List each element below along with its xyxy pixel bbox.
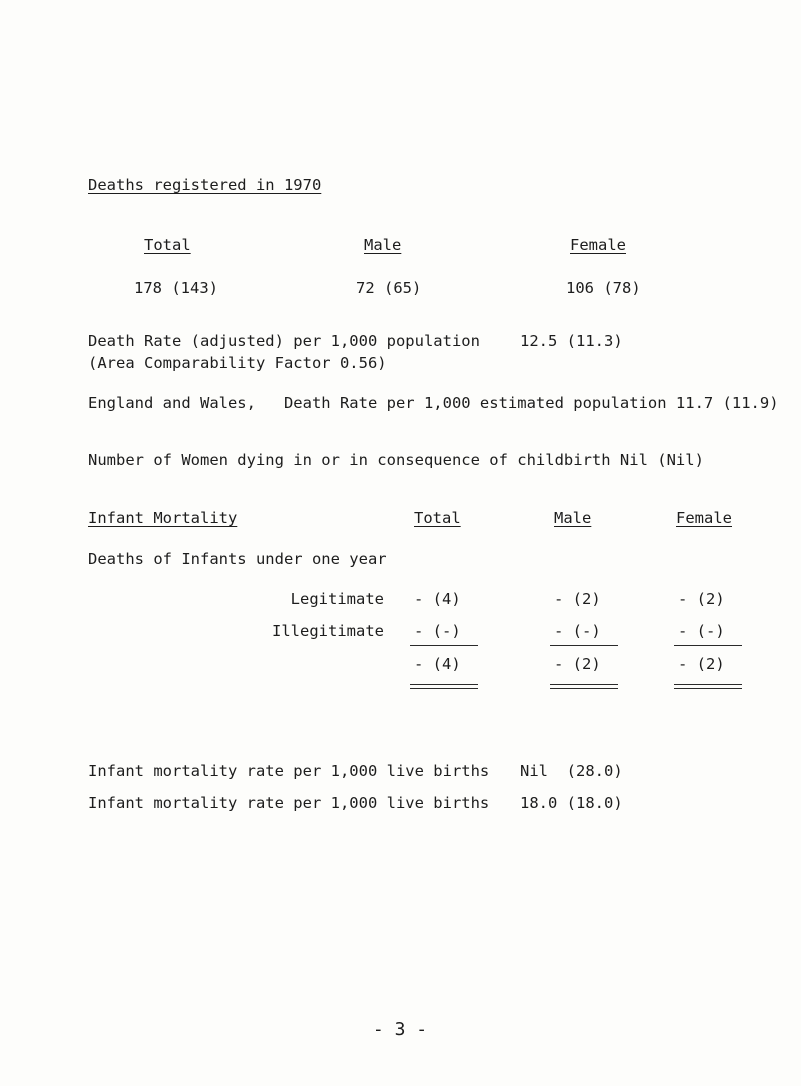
row-illegitimate-total: - (-) <box>414 622 461 640</box>
header-total: Total <box>144 236 191 254</box>
row-illegitimate-label: Illegitimate <box>272 622 384 640</box>
section-title-infant: Infant Mortality <box>88 509 238 527</box>
row-legitimate-total: - (4) <box>414 590 461 608</box>
row-legitimate-label: Legitimate <box>290 590 384 608</box>
comparability-factor: (Area Comparability Factor 0.56) <box>88 354 387 372</box>
infant-header-male: Male <box>554 509 592 527</box>
maternal-deaths: Number of Women dying in or in consequence of childbirth Nil (Nil) <box>88 451 704 469</box>
totals-male: - (2) <box>554 655 601 673</box>
infant-rate-value-2: 18.0 (18.0) <box>520 794 623 812</box>
double-rule-female <box>674 684 742 689</box>
rule-total <box>410 645 478 646</box>
row-illegitimate-female: - (-) <box>678 622 725 640</box>
header-female: Female <box>570 236 626 254</box>
totals-female: - (2) <box>678 655 725 673</box>
rule-male <box>550 645 618 646</box>
death-rate-value: 12.5 (11.3) <box>520 332 623 350</box>
row-legitimate-male: - (2) <box>554 590 601 608</box>
row-legitimate-female: - (2) <box>678 590 725 608</box>
value-total: 178 (143) <box>134 279 218 297</box>
totals-total: - (4) <box>414 655 461 673</box>
value-female: 106 (78) <box>566 279 641 297</box>
row-illegitimate-male: - (-) <box>554 622 601 640</box>
infant-rate-value-1: Nil (28.0) <box>520 762 623 780</box>
infant-header-total: Total <box>414 509 461 527</box>
value-male: 72 (65) <box>356 279 422 297</box>
infant-header-female: Female <box>676 509 732 527</box>
double-rule-total <box>410 684 478 689</box>
death-rate-label: Death Rate (adjusted) per 1,000 population <box>88 332 480 350</box>
infant-rate-label-2: Infant mortality rate per 1,000 live births <box>88 794 490 812</box>
rule-female <box>674 645 742 646</box>
double-rule-male <box>550 684 618 689</box>
england-wales-rate: England and Wales, Death Rate per 1,000 estimated population 11.7 (11.9) <box>88 394 779 412</box>
section-title-deaths: Deaths registered in 1970 <box>88 176 322 194</box>
page-number: - 3 - <box>372 1019 428 1040</box>
header-male: Male <box>364 236 402 254</box>
infant-rate-label-1: Infant mortality rate per 1,000 live births <box>88 762 490 780</box>
infant-subtitle: Deaths of Infants under one year <box>88 550 387 568</box>
